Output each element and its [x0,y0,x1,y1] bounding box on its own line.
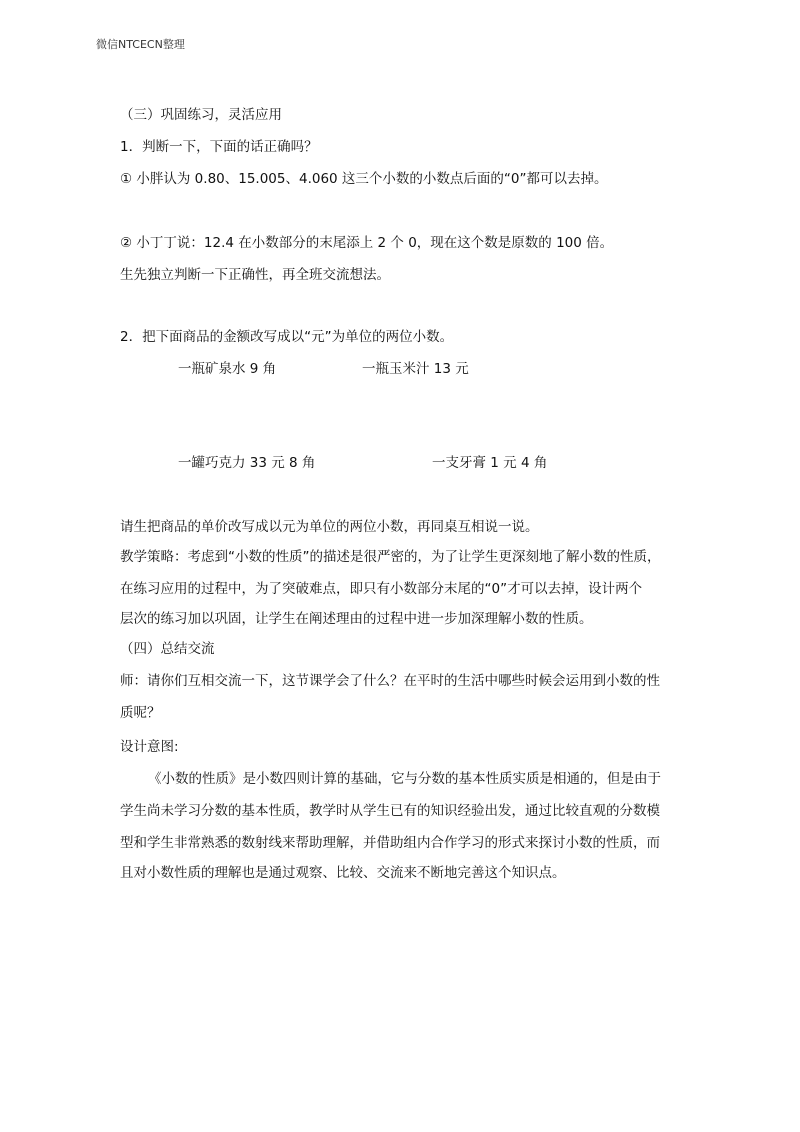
question1-note: 生先独立判断一下正确性，再全班交流想法。 [120,267,390,283]
question1-title: 1．判断一下，下面的话正确吗？ [120,139,318,155]
item-toothpaste: 一支牙膏 1 元 4 角 [432,455,548,471]
strategy-line-1: 教学策略：考虑到“小数的性质”的描述是很严密的，为了让学生更深刻地了解小数的性质， [120,549,661,565]
design-line-4: 且对小数性质的理解也是通过观察、比较、交流来不断地完善这个知识点。 [120,865,566,881]
item-water: 一瓶矿泉水 9 角 [178,361,277,377]
page-header: 微信NTCECN整理 [96,38,185,51]
question1-item1: ① 小胖认为 0.80、15.005、4.060 这三个小数的小数点后面的“0”都可以去掉。 [120,171,608,187]
strategy-line-3: 层次的练习加以巩固，让学生在阐述理由的过程中进一步加深理解小数的性质。 [120,611,593,627]
question1-item2: ② 小丁丁说：12.4 在小数部分的末尾添上 2 个 0，现在这个数是原数的 100 倍。 [120,235,614,251]
section3-title: （三）巩固练习，灵活应用 [120,107,282,123]
question2-note: 请生把商品的单价改写成以元为单位的两位小数，再同桌互相说一说。 [120,519,539,535]
design-line-2: 学生尚未学习分数的基本性质，教学时从学生已有的知识经验出发，通过比较直观的分数模 [120,803,660,819]
design-line-3: 型和学生非常熟悉的数射线来帮助理解，并借助组内合作学习的形式来探讨小数的性质，而 [120,835,660,851]
teacher-line-2: 质呢？ [120,705,161,721]
design-intent-title: 设计意图: [120,739,179,755]
teacher-line-1: 师：请你们互相交流一下，这节课学会了什么？在平时的生活中哪些时候会运用到小数的性 [120,673,660,689]
section4-title: （四）总结交流 [120,641,215,657]
item-chocolate: 一罐巧克力 33 元 8 角 [178,455,316,471]
strategy-line-2: 在练习应用的过程中，为了突破难点，即只有小数部分末尾的“0”才可以去掉，设计两个 [120,581,643,597]
question2-title: 2．把下面商品的金额改写成以“元”为单位的两位小数。 [120,329,454,345]
design-line-1: 《小数的性质》是小数四则计算的基础，它与分数的基本性质实质是相通的，但是由于 [148,771,661,787]
item-corn-juice: 一瓶玉米汁 13 元 [362,361,469,377]
